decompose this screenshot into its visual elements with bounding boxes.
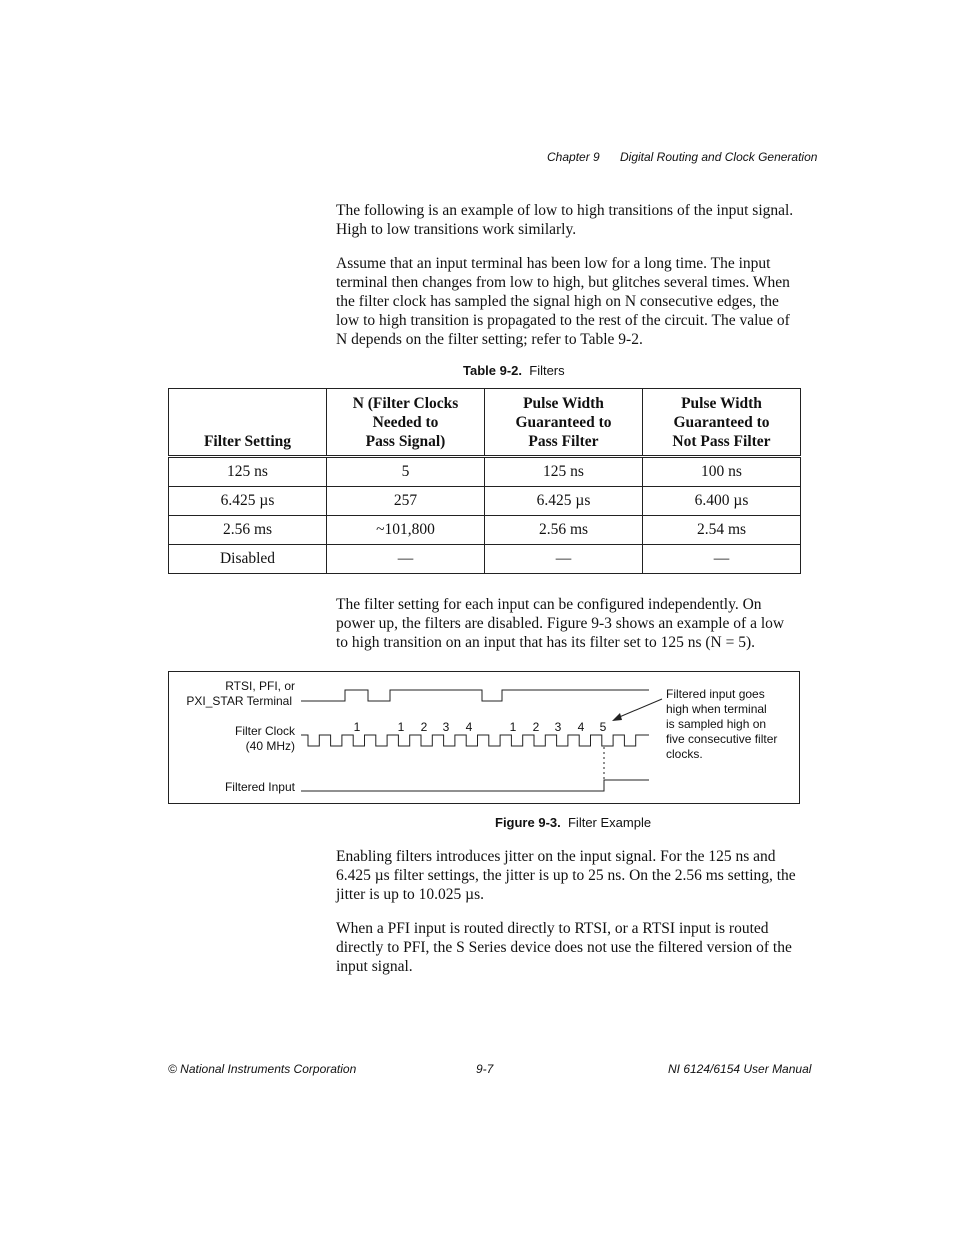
figure-caption (495, 815, 651, 830)
note-line: five consecutive filter (666, 732, 778, 746)
clock-count-label: 3 (442, 720, 450, 734)
note-line: is sampled high on (666, 717, 767, 731)
table-cell: — (643, 545, 801, 574)
table-header-cell: Pulse Width Guaranteed to Not Pass Filter (643, 389, 801, 457)
note-line: Filtered input goes (666, 687, 765, 701)
table-cell: 125 ns (485, 457, 643, 487)
header-title: Digital Routing and Clock Generation (620, 150, 818, 164)
paragraph-3: The filter setting for each input can be configured independently. On power up, the filters are disabled. Figure 9-3 shows an example of a low to high transition on an input that has its filter set to 125 ns (N = 5). (336, 596, 785, 651)
footer-page-number: 9-7 (476, 1062, 494, 1076)
paragraph-2: Assume that an input terminal has been low for a long time. The input terminal then changes from low to high, but glitches several times. When the filter clock has sampled the signal high on N consecutive edges, the low to high transition is propagated to the rest of the circuit. The value of N depends on the filter setting; refer to Table 9-2. (336, 255, 790, 348)
label-terminal-line-2: PXI_STAR Terminal (186, 694, 292, 708)
clock-count-label: 4 (465, 720, 473, 734)
table-cell: 2.54 ms (643, 516, 801, 545)
arrowhead (612, 713, 622, 721)
table-cell: — (485, 545, 643, 574)
filtered-waveform (301, 780, 649, 791)
terminal-waveform (301, 690, 649, 701)
figure-caption-title: Filter Example (567, 815, 652, 830)
paragraph-5: When a PFI input is routed directly to RTSI, or a RTSI input is routed directly to PFI, the S Series device does not use the filtered version of the input signal. (336, 920, 792, 975)
label-clock-line-1: Filter Clock (234, 724, 295, 738)
table-cell: 257 (327, 487, 485, 516)
table-cell: 6.425 µs (169, 487, 327, 516)
table-cell: ~101,800 (327, 516, 485, 545)
header-chapter: Chapter 9 (547, 150, 600, 164)
note-line: high when terminal (666, 702, 767, 716)
clock-count-label: 4 (577, 720, 585, 734)
clock-count-label: 2 (532, 720, 540, 734)
footer-left: © National Instruments Corporation (168, 1062, 357, 1076)
table-cell: 2.56 ms (485, 516, 643, 545)
table-cell: 5 (327, 457, 485, 487)
paragraph-1: The following is an example of low to high transitions of the input signal. High to low transitions work similarly. (336, 202, 794, 238)
clock-count-label: 1 (353, 720, 361, 734)
table-cell: 6.425 µs (485, 487, 643, 516)
table-cell: 100 ns (643, 457, 801, 487)
table-header-cell: Pulse Width Guaranteed to Pass Filter (485, 389, 643, 457)
clock-count-label: 5 (599, 720, 607, 734)
note-line: clocks. (666, 747, 703, 761)
table-cell: 125 ns (169, 457, 327, 487)
label-terminal-line-1: RTSI, PFI, or (225, 679, 295, 693)
label-clock-line-2: (40 MHz) (245, 739, 295, 753)
footer-right: NI 6124/6154 User Manual (668, 1062, 812, 1076)
table-caption-title: Filters (529, 363, 565, 378)
label-filtered-input: Filtered Input (224, 780, 295, 794)
clock-count-label: 1 (397, 720, 405, 734)
clock-count-label: 2 (420, 720, 428, 734)
callout-line (617, 699, 662, 718)
table-caption-number: Table 9-2. (463, 363, 523, 378)
table-cell: 6.400 µs (643, 487, 801, 516)
table-cell: — (327, 545, 485, 574)
table-cell: Disabled (169, 545, 327, 574)
paragraph-4: Enabling filters introduces jitter on the input signal. For the 125 ns and 6.425 µs filter settings, the jitter is up to 25 ns. On the 2.56 ms setting, the jitter is up to 10.025 µs. (336, 848, 796, 903)
clock-count-label: 1 (509, 720, 517, 734)
figure-caption-number: Figure 9-3. (495, 815, 561, 830)
clock-waveform (301, 735, 649, 746)
table-cell: 2.56 ms (169, 516, 327, 545)
clock-count-label: 3 (554, 720, 562, 734)
table-header-cell: Filter Setting (169, 389, 327, 457)
table-header-cell: N (Filter Clocks Needed to Pass Signal) (327, 389, 485, 457)
